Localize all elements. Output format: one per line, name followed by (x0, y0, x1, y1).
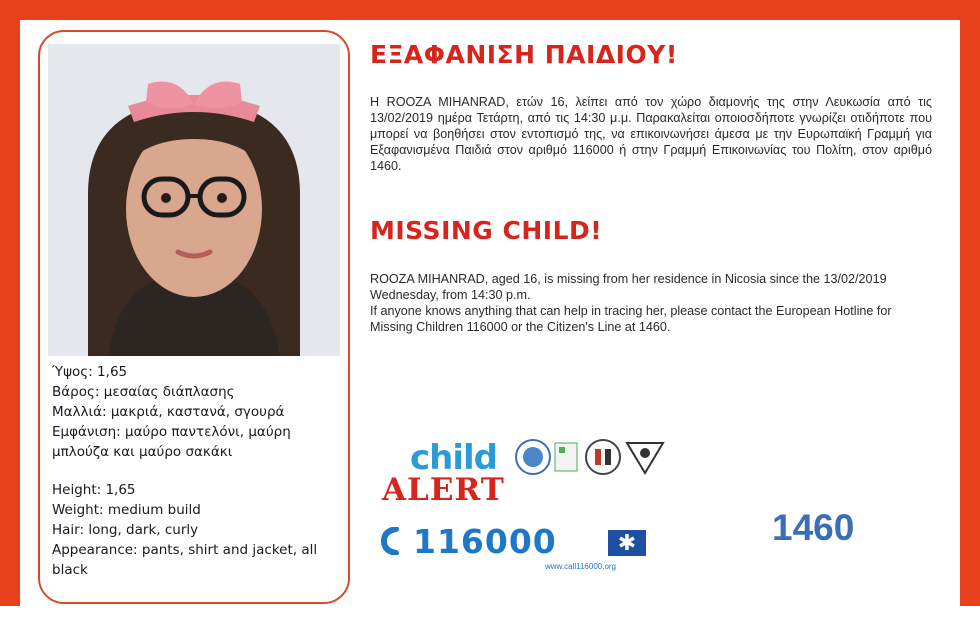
notice-text-english-1: ROOZA MIHANRAD, aged 16, is missing from her residence in Nicosia since the 13/02/2019 Wednesday, from 14:30 p.m. (370, 272, 887, 302)
child-alert-logo-alert: ALERT (382, 472, 505, 508)
eu-flag-icon: ✱ (608, 530, 646, 556)
weight-gr: Βάρος: μεσαίας διάπλασης (52, 384, 235, 400)
ministry-seal-icon (555, 443, 577, 471)
profile-card (38, 30, 350, 604)
family-seal-icon (586, 440, 620, 474)
hair-en: Hair: long, dark, curly (52, 522, 199, 538)
appearance-en: Appearance: pants, shirt and jacket, all black (52, 542, 318, 578)
police-seal-icon (627, 443, 663, 473)
notice-text-greek: Η ROOZA MIHANRAD, ετών 16, λείπει από τον χώρο διαμονής της στην Λευκωσία από τις 13/02/2019 ημέρα Τετάρτη, από τις 14:30 μ.μ. Παρακαλείται οποιοσδήποτε γνωρίζει οτιδήποτε που μπορεί να βοηθήσει στον εντοπισμό της, να επικοινωνήσει άμεσα με την Ευρωπαϊκή Γραμμή για Εξαφανισμένα Παιδιά στον αριθμό 116000 ή στην Γραμμή Επικοινωνίας του Πολίτη, στον αριθμό 1460. (370, 95, 932, 173)
description-list (52, 362, 344, 580)
phone-icon (380, 527, 402, 555)
height-en: Height: 1,65 (52, 482, 136, 498)
notice-text-english-2: If anyone knows anything that can help in tracing her, please contact the European Hotline for Missing Children 116000 or the Citizen's Line at 1460. (370, 304, 892, 334)
child-alert-logo-child: child (410, 438, 498, 478)
child-photo (48, 44, 340, 356)
title-english: MISSING CHILD! (370, 216, 603, 245)
title-greek: ΕΞΑΦΑΝΙΣΗ ΠΑΙΔΙΟΥ! (370, 40, 678, 69)
hair-gr: Μαλλιά: μακριά, καστανά, σγουρά (52, 404, 285, 420)
weight-en: Weight: medium build (52, 502, 201, 518)
hotline-number: 116000 (413, 522, 557, 561)
appearance-gr: Εμφάνιση: μαύρο παντελόνι, μαύρη μπλούζα και μαύρο σακάκι (52, 424, 291, 460)
hotline-website: www.call116000.org (545, 562, 617, 571)
partner-seals (515, 437, 665, 477)
portrait-illustration (48, 44, 340, 356)
eu-seal-icon (516, 440, 550, 474)
notice-text-english (370, 271, 932, 335)
bottom-strip (0, 606, 980, 637)
height-gr: Ύψος: 1,65 (52, 364, 128, 380)
citizen-line-number: 1460 (772, 507, 855, 548)
